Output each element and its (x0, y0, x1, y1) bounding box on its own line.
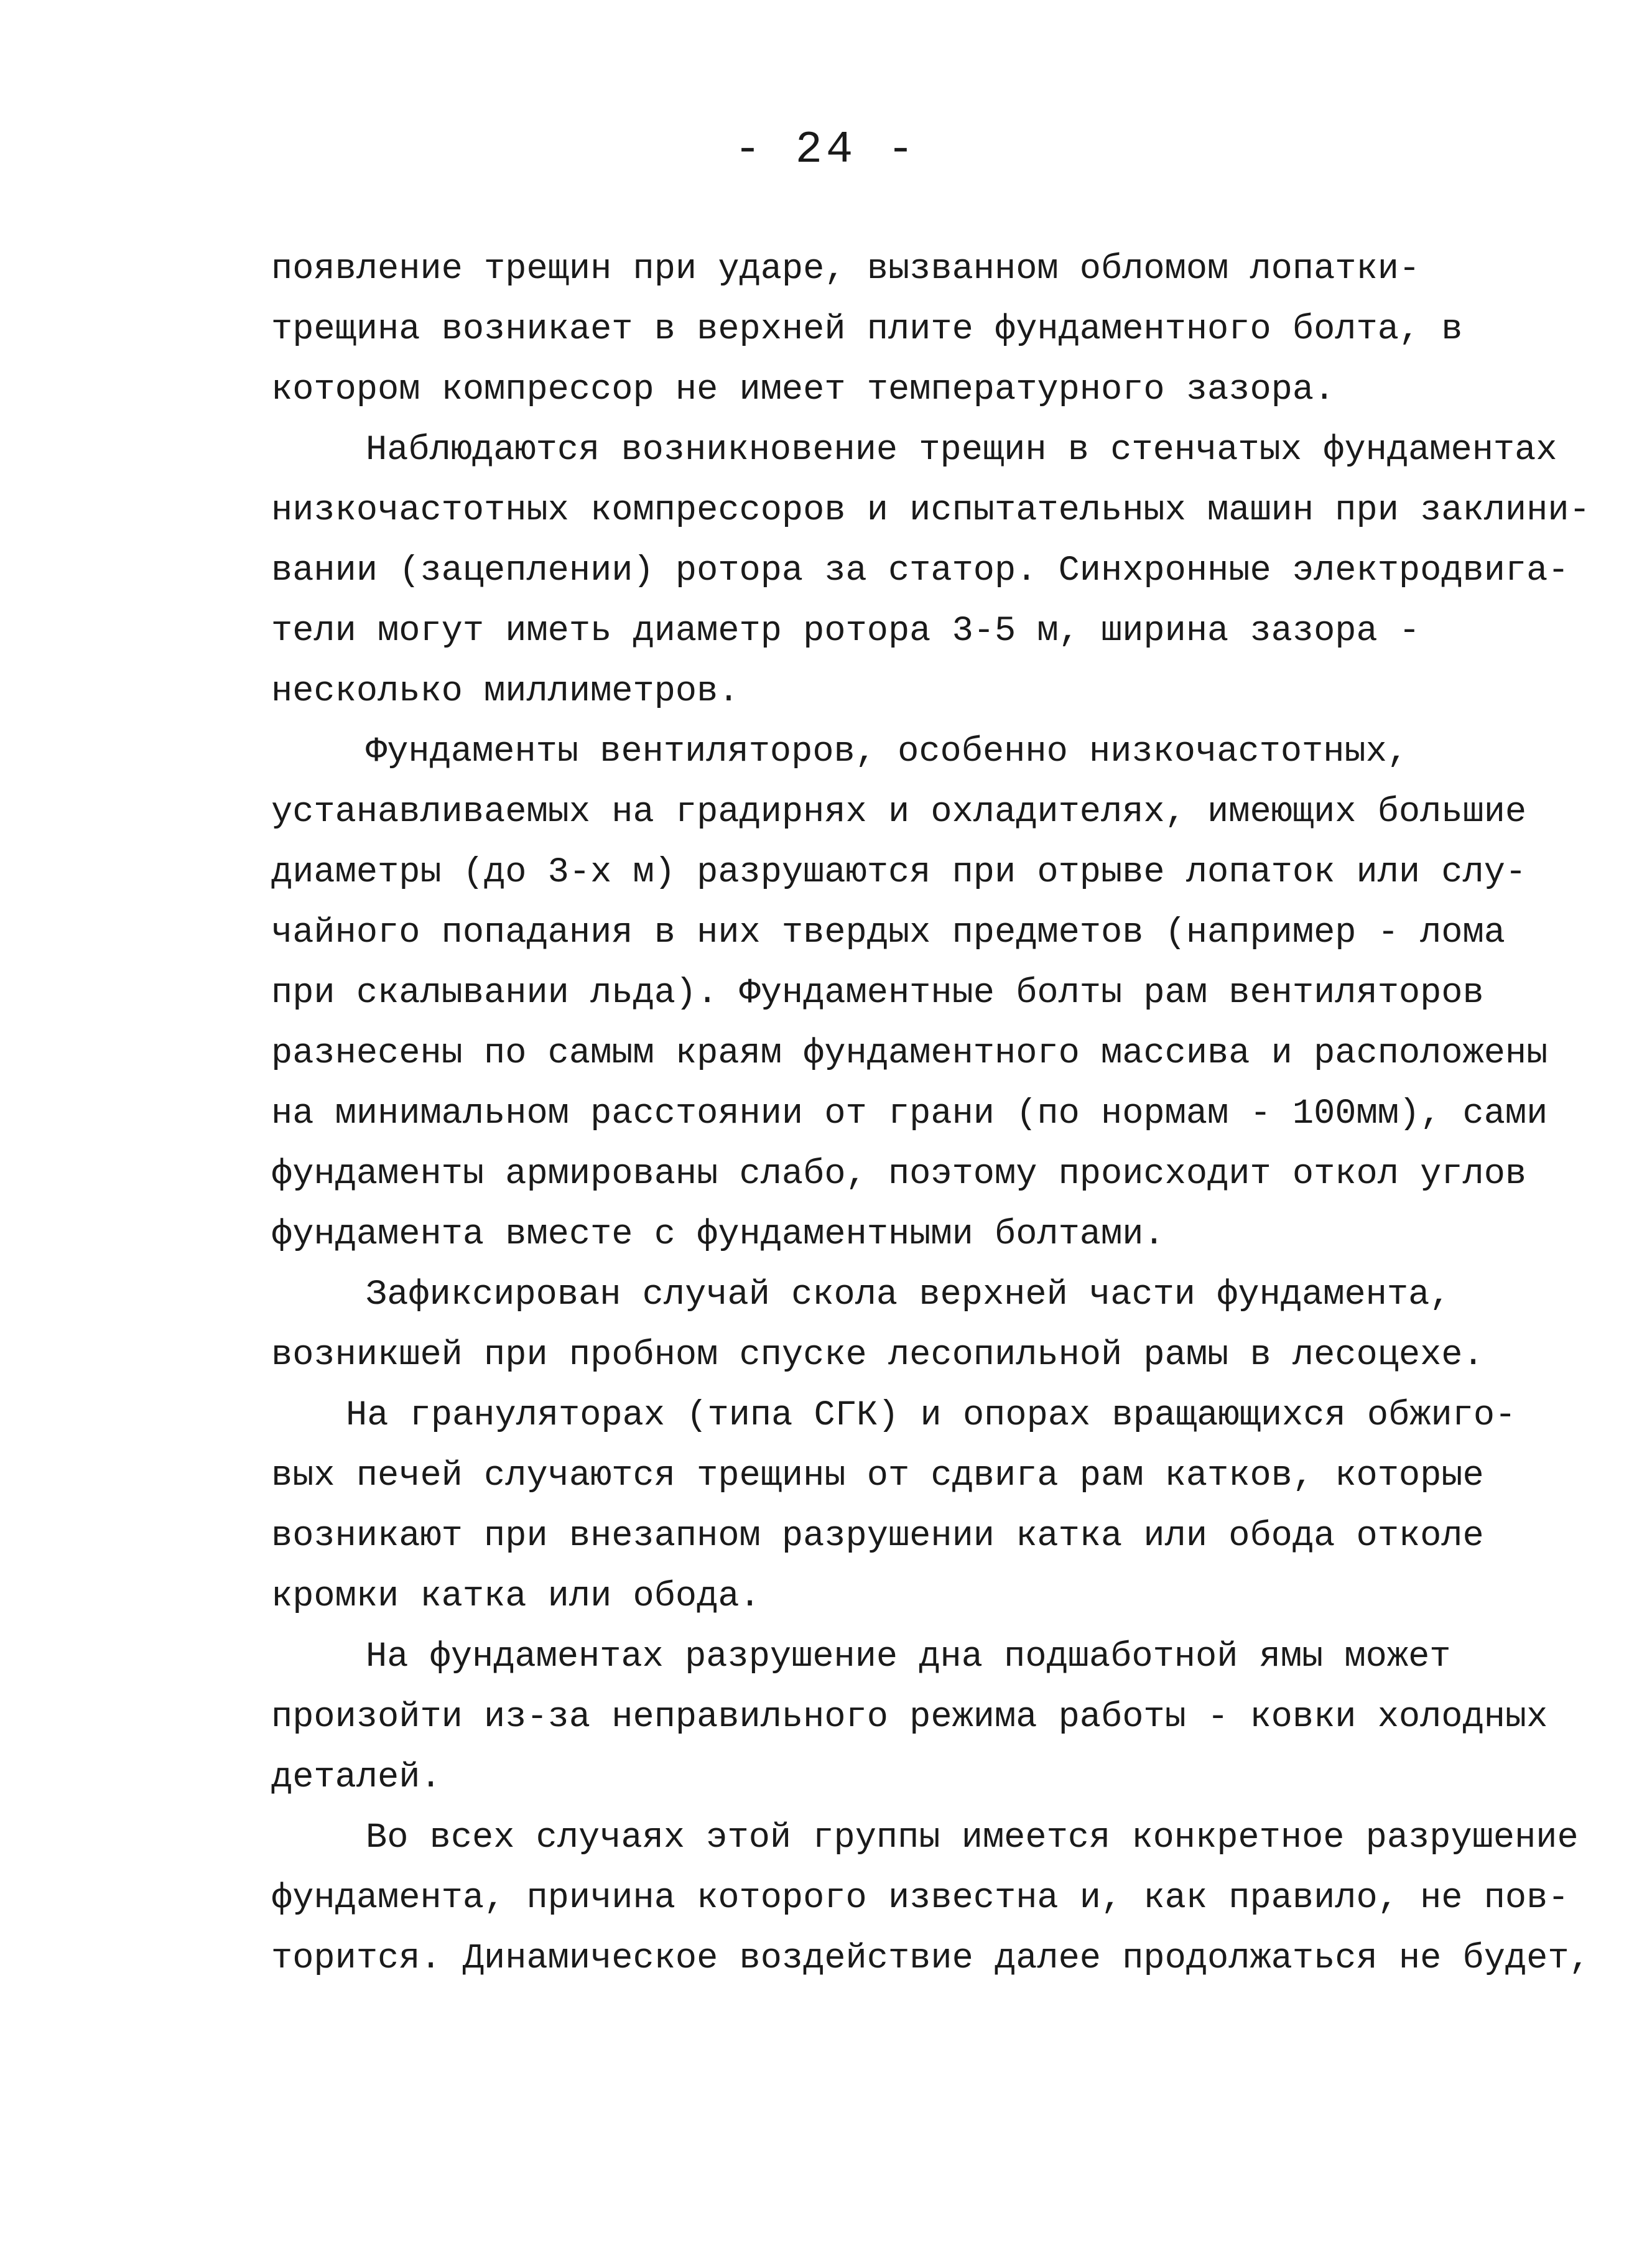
text-line: вых печей случаются трещины от сдвига рам катков, которые (271, 1456, 1484, 1496)
text-line: торится. Динамическое воздействие далее продолжаться не будет, (271, 1939, 1590, 1979)
text-line: на минимальном расстоянии от грани (по нормам - 100мм), сами (271, 1094, 1548, 1134)
text-line: Фундаменты вентиляторов, особенно низкочастотных, (366, 732, 1409, 772)
text-line: вании (зацеплении) ротора за статор. Синхронные электродвига- (271, 551, 1569, 591)
text-line: котором компрессор не имеет температурного зазора. (271, 370, 1335, 410)
text-line: произойти из-за неправильного режима работы - ковки холодных (271, 1698, 1548, 1737)
text-line: фундамента, причина которого известна и, как правило, не пов- (271, 1879, 1569, 1918)
text-line: возникшей при пробном спуске лесопильной рамы в лесоцехе. (271, 1335, 1484, 1375)
text-line: чайного попадания в них твердых предметов (например - лома (271, 913, 1505, 953)
text-line: низкочастотных компрессоров и испытательных машин при заклини- (271, 491, 1590, 531)
page-number: - 24 - (734, 124, 918, 175)
text-line: трещина возникает в верхней плите фундаментного болта, в (271, 310, 1463, 350)
text-line: Зафиксирован случай скола верхней части фундамента, (366, 1275, 1451, 1315)
text-line: тели могут иметь диаметр ротора 3-5 м, ширина зазора - (271, 611, 1421, 651)
text-line: фундаменты армированы слабо, поэтому происходит откол углов (271, 1154, 1527, 1194)
text-line: фундамента вместе с фундаментными болтами. (271, 1215, 1165, 1255)
text-line: возникают при внезапном разрушении катка или обода отколе (271, 1516, 1484, 1556)
text-line: устанавливаемых на градирнях и охладителях, имеющих большие (271, 792, 1527, 832)
body-text (271, 239, 1590, 1989)
text-line: диаметры (до 3-х м) разрушаются при отрыве лопаток или слу- (271, 853, 1527, 893)
text-line: кромки катка или обода. (271, 1577, 761, 1617)
text-line: несколько миллиметров. (271, 672, 740, 712)
text-line: при скалывании льда). Фундаментные болты рам вентиляторов (271, 973, 1484, 1013)
text-line: На фундаментах разрушение дна подшаботной ямы может (366, 1637, 1451, 1677)
text-line: появление трещин при ударе, вызванном обломом лопатки- (271, 249, 1421, 289)
text-line: На грануляторах (типа СГК) и опорах вращающихся обжиго- (346, 1396, 1516, 1436)
text-line: Во всех случаях этой группы имеется конкретное разрушение (366, 1818, 1579, 1858)
text-line: Наблюдаются возникновение трещин в стенчатых фундаментах (366, 430, 1557, 470)
text-line: деталей. (271, 1758, 442, 1798)
text-line: разнесены по самым краям фундаментного массива и расположены (271, 1034, 1548, 1074)
